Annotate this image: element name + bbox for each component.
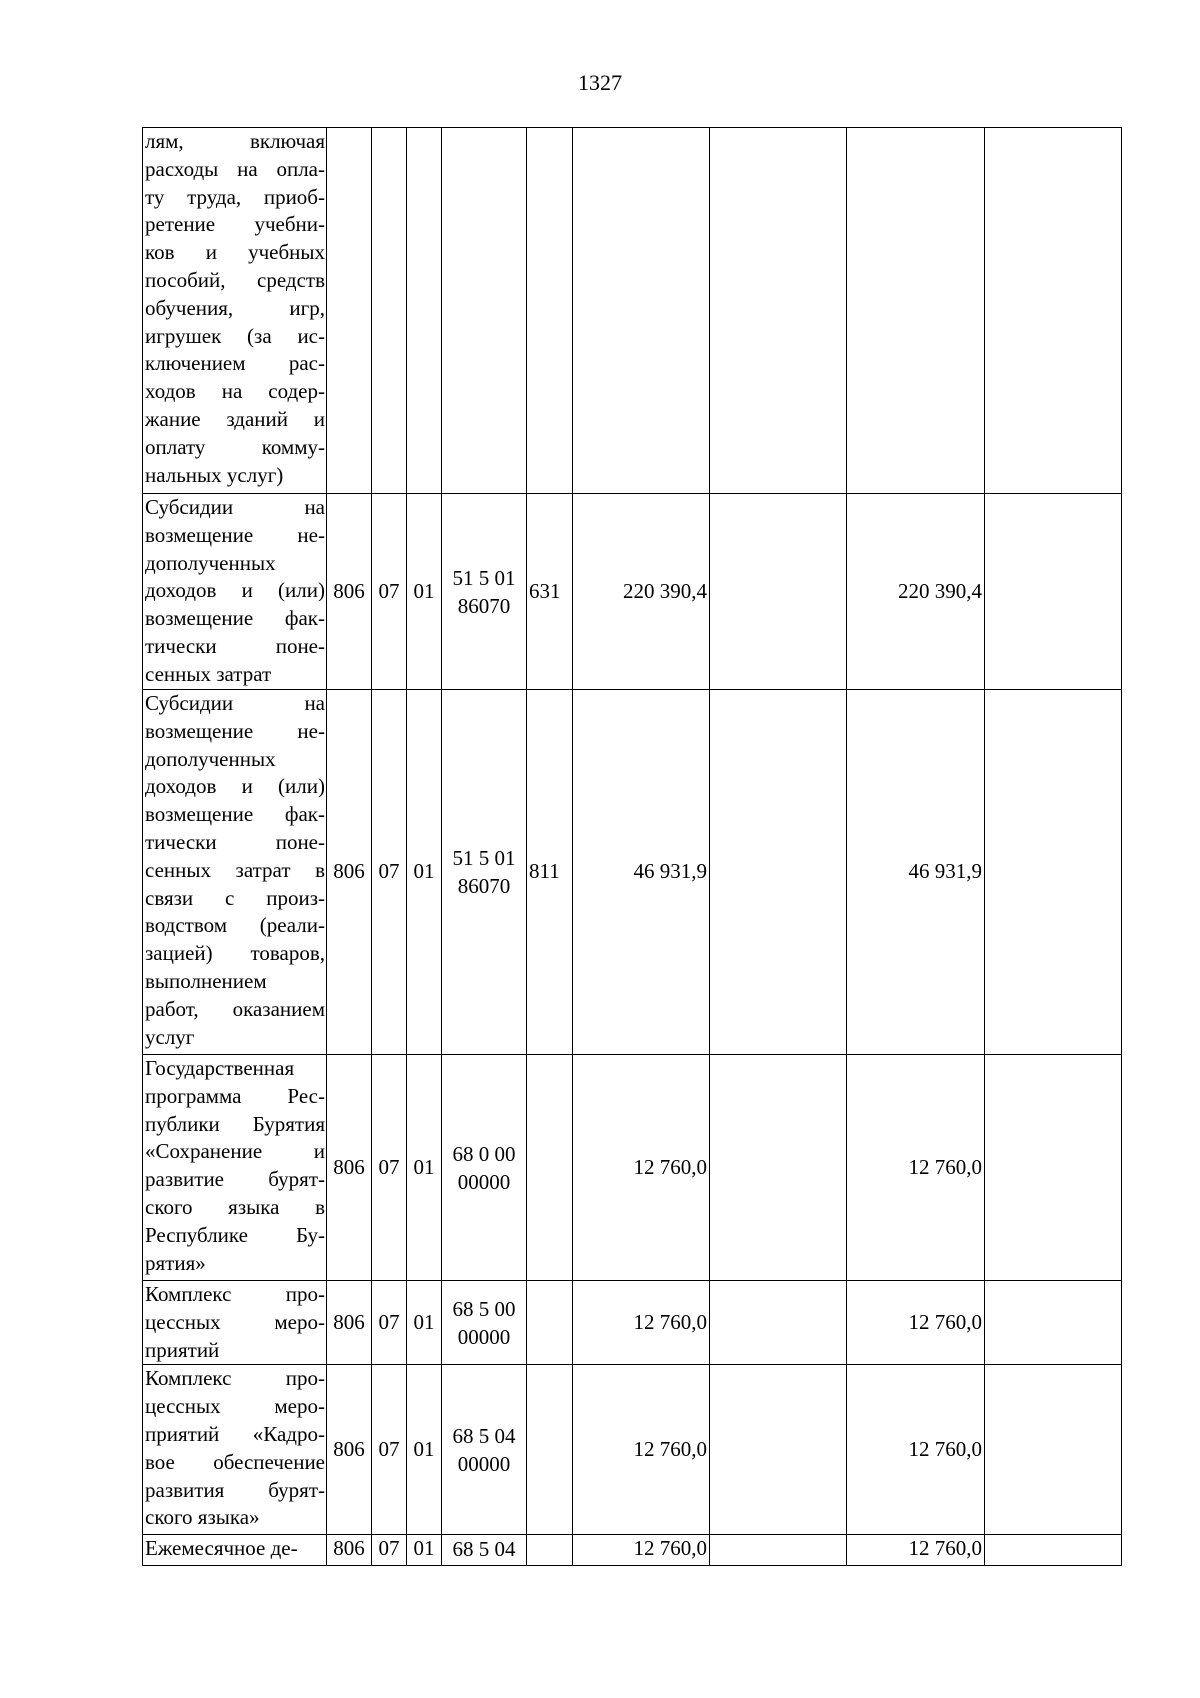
table-row: [143, 690, 1122, 1055]
item-name-line: Комплекс про-: [145, 1366, 325, 1391]
target-article-cell: [442, 1281, 527, 1365]
item-name-line: вое обеспечение: [145, 1449, 325, 1474]
target-article-line-2: 86070: [457, 593, 511, 618]
item-name-line: Государственная: [145, 1056, 295, 1080]
target-article-line-2: 86070: [457, 874, 511, 898]
target-article-cell: [442, 1535, 527, 1566]
amount-total-cell: 220 390,4: [573, 494, 710, 690]
item-name-line: Республике Бу-: [145, 1222, 325, 1247]
item-name-line: Субсидии на: [145, 495, 325, 519]
grbs-code-cell: 806: [327, 690, 372, 1055]
amount-federal-cell: [710, 690, 847, 1055]
amount-total-cell: 12 760,0: [573, 1535, 710, 1566]
grbs-code-cell: [327, 128, 372, 494]
grbs-code-cell: 806: [327, 1281, 372, 1365]
item-name-cell: [143, 128, 327, 494]
expense-type-cell: [527, 128, 573, 494]
item-name-line: услуг: [145, 1024, 195, 1049]
table-row: [143, 1535, 1122, 1566]
item-name-line: приятий: [145, 1337, 220, 1362]
item-name-line: Ежемесячное де-: [145, 1536, 298, 1561]
item-name-line: ходов на содер-: [145, 379, 325, 404]
section-code-cell: 07: [372, 690, 407, 1055]
item-name-line: развития бурят-: [145, 1477, 325, 1502]
subsection-code-cell: 01: [407, 494, 442, 690]
amount-total-cell: 12 760,0: [573, 1365, 710, 1535]
item-name-line: выполнением: [145, 968, 267, 993]
amount-other-cell: [985, 494, 1122, 690]
table-row: [143, 1281, 1122, 1365]
item-name-line: тически поне-: [145, 633, 325, 658]
amount-total-cell: 12 760,0: [573, 1281, 710, 1365]
amount-other-cell: [985, 690, 1122, 1055]
item-name-cell: [143, 1055, 327, 1281]
grbs-code-cell: 806: [327, 1365, 372, 1535]
item-name-line: лям, включая: [145, 129, 325, 153]
amount-other-cell: [985, 128, 1122, 494]
table-row: [143, 1055, 1122, 1281]
amount-other-cell: [985, 1281, 1122, 1365]
grbs-code-cell: 806: [327, 1055, 372, 1281]
item-name-line: жание зданий и: [145, 406, 325, 431]
section-code-cell: 07: [372, 1365, 407, 1535]
item-name-line: возмещение не-: [145, 718, 325, 743]
amount-total-cell: 46 931,9: [573, 690, 710, 1055]
item-name-line: нальных услуг): [145, 462, 284, 487]
amount-total-cell: [573, 128, 710, 494]
amount-federal-cell: [710, 1535, 847, 1566]
subsection-code-cell: 01: [407, 1535, 442, 1566]
subsection-code-cell: 01: [407, 1281, 442, 1365]
item-name-line: дополученных: [145, 550, 276, 575]
target-article-line-1: 68 5 04: [452, 1537, 516, 1562]
item-name-line: развитие бурят-: [145, 1167, 325, 1192]
amount-federal-cell: [710, 128, 847, 494]
item-name-line: цессных меро-: [145, 1309, 325, 1334]
section-code-cell: 07: [372, 1535, 407, 1566]
item-name-line: доходов и (или): [145, 578, 325, 603]
table-body: [143, 128, 1122, 1566]
target-article-line-1: 68 0 00: [452, 1141, 516, 1166]
amount-republic-cell: 220 390,4: [847, 494, 985, 690]
grbs-code-cell: 806: [327, 494, 372, 690]
budget-table: [142, 127, 1122, 1566]
target-article-cell: [442, 494, 527, 690]
item-name-line: доходов и (или): [145, 774, 325, 799]
section-code-cell: 07: [372, 1281, 407, 1365]
target-article-cell: [442, 128, 527, 494]
item-name-cell: [143, 1281, 327, 1365]
expense-type-cell: [527, 1055, 573, 1281]
item-name-line: пособий, средств: [145, 267, 325, 292]
subsection-code-cell: 01: [407, 1365, 442, 1535]
item-name-line: публики Бурятия: [145, 1111, 325, 1136]
target-article-cell: [442, 1365, 527, 1535]
item-name-cell: [143, 690, 327, 1055]
item-name-line: тически поне-: [145, 829, 325, 854]
item-name-line: ту труда, приоб-: [145, 184, 325, 209]
item-name-line: цессных меро-: [145, 1394, 325, 1419]
item-name-line: оплату комму-: [145, 434, 325, 459]
expense-type-cell: 631: [527, 494, 573, 690]
grbs-code-cell: 806: [327, 1535, 372, 1566]
amount-federal-cell: [710, 1055, 847, 1281]
amount-other-cell: [985, 1365, 1122, 1535]
item-name-line: работ, оказанием: [145, 996, 325, 1021]
amount-other-cell: [985, 1535, 1122, 1566]
item-name-cell: [143, 1365, 327, 1535]
item-name-line: обучения, игр,: [145, 295, 325, 320]
target-article-line-2: 00000: [457, 1324, 511, 1349]
item-name-line: расходы на опла-: [145, 156, 325, 181]
amount-republic-cell: 12 760,0: [847, 1365, 985, 1535]
item-name-line: зацией) товаров,: [145, 941, 325, 966]
item-name-line: «Сохранение и: [145, 1139, 325, 1164]
item-name-cell: [143, 1535, 327, 1566]
item-name-line: ского языка»: [145, 1505, 260, 1530]
item-name-cell: [143, 494, 327, 690]
subsection-code-cell: 01: [407, 690, 442, 1055]
amount-republic-cell: 12 760,0: [847, 1281, 985, 1365]
table-row: [143, 494, 1122, 690]
target-article-line-2: 00000: [457, 1169, 511, 1194]
item-name-line: приятий «Кадро-: [145, 1421, 325, 1446]
item-name-line: дополученных: [145, 746, 276, 771]
target-article-line-2: 00000: [457, 1451, 511, 1476]
target-article-cell: [442, 1055, 527, 1281]
section-code-cell: [372, 128, 407, 494]
amount-republic-cell: 12 760,0: [847, 1535, 985, 1566]
item-name-line: ков и учебных: [145, 240, 325, 265]
item-name-line: возмещение фак-: [145, 802, 325, 827]
target-article-line-1: 68 5 04: [452, 1423, 516, 1448]
amount-republic-cell: [847, 128, 985, 494]
item-name-line: ского языка в: [145, 1194, 325, 1219]
item-name-line: водством (реали-: [145, 913, 325, 938]
amount-federal-cell: [710, 1281, 847, 1365]
target-article-line-1: 68 5 00: [452, 1296, 516, 1321]
target-article-cell: [442, 690, 527, 1055]
target-article-line-1: 51 5 01: [452, 846, 516, 870]
item-name-line: программа Рес-: [145, 1083, 325, 1108]
item-name-line: Комплекс про-: [145, 1282, 325, 1306]
item-name-line: связи с произ-: [145, 885, 325, 910]
item-name-line: Субсидии на: [145, 691, 325, 715]
amount-republic-cell: 46 931,9: [847, 690, 985, 1055]
amount-federal-cell: [710, 1365, 847, 1535]
amount-other-cell: [985, 1055, 1122, 1281]
subsection-code-cell: 01: [407, 1055, 442, 1281]
item-name-line: игрушек (за ис-: [145, 323, 325, 348]
table-row: [143, 128, 1122, 494]
item-name-line: возмещение не-: [145, 522, 325, 547]
amount-republic-cell: 12 760,0: [847, 1055, 985, 1281]
item-name-line: сенных затрат: [145, 661, 272, 686]
subsection-code-cell: [407, 128, 442, 494]
expense-type-cell: 811: [527, 690, 573, 1055]
item-name-line: ключением рас-: [145, 351, 325, 376]
item-name-line: рятия»: [145, 1250, 206, 1275]
expense-type-cell: [527, 1365, 573, 1535]
expense-type-cell: [527, 1535, 573, 1566]
amount-federal-cell: [710, 494, 847, 690]
item-name-line: возмещение фак-: [145, 606, 325, 631]
item-name-line: сенных затрат в: [145, 857, 325, 882]
section-code-cell: 07: [372, 1055, 407, 1281]
section-code-cell: 07: [372, 494, 407, 690]
item-name-line: ретение учебни-: [145, 212, 325, 237]
table-row: [143, 1365, 1122, 1535]
page-number: 1327: [578, 70, 622, 95]
expense-type-cell: [527, 1281, 573, 1365]
amount-total-cell: 12 760,0: [573, 1055, 710, 1281]
target-article-line-1: 51 5 01: [452, 565, 516, 590]
